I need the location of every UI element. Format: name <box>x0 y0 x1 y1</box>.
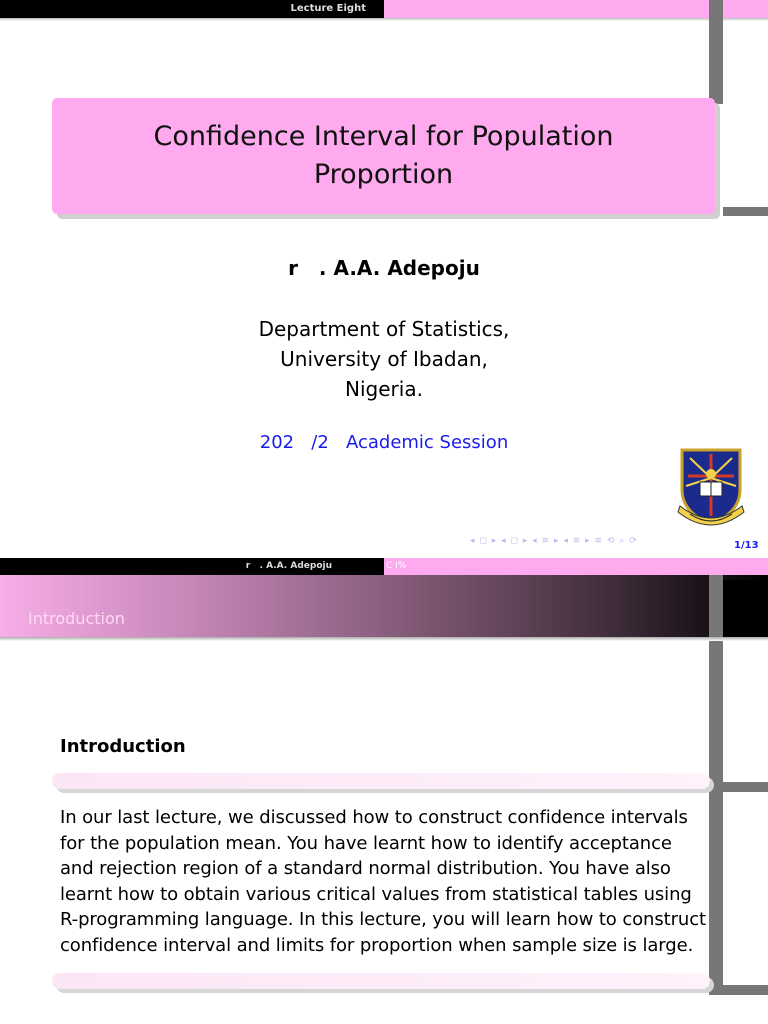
slide-edge-shadow <box>709 0 723 104</box>
author-name: r . A.A. Adepoju <box>288 256 480 280</box>
beamer-nav-symbols[interactable]: ◂ ◻ ▸ ◂ ◻ ▸ ◂ ≡ ▸ ◂ ≡ ▸ ≡ ⟲ ⌕ ⟳ <box>470 536 638 546</box>
block-rule-shadow <box>723 782 768 792</box>
institute-block <box>0 314 768 404</box>
institute-line: Department of Statistics, <box>258 317 510 341</box>
section-bar-tip <box>723 580 768 637</box>
institute-line: University of Ibadan, <box>280 347 488 371</box>
block-bottom-shadow <box>723 985 768 995</box>
section-shadow <box>0 637 768 641</box>
university-crest-icon <box>676 446 746 532</box>
section-title[interactable]: Introduction <box>28 609 125 628</box>
footer-bar-pink <box>384 558 768 575</box>
header-bar-pink-tip <box>723 0 768 18</box>
footer-author: r . A.A. Adepoju <box>245 561 332 571</box>
block-footer-rule <box>52 973 710 989</box>
page-number: 1/13 <box>734 540 759 551</box>
block-title: Introduction <box>60 736 186 757</box>
footer-short-title: C I% <box>386 561 407 571</box>
block-header-rule <box>52 773 710 789</box>
block-body-text: In our last lecture, we discussed how to construct confidence intervals for the population mean. You have learnt how to identify acceptance and rejection region of a standard normal distribution. You have also learnt how to obtain various critical values from statistical tables using R-programming language. In this lecture, you will learn how to construct confidence interval and limits for proportion when sample size is large. <box>60 807 706 956</box>
header-shadow <box>0 18 768 21</box>
header-lecture-label[interactable]: Lecture Eight <box>290 3 366 14</box>
title-block <box>52 98 715 214</box>
academic-session: 202 /2 Academic Session <box>259 432 509 453</box>
slide-title: Confidence Interval for Population Proportion <box>153 121 614 190</box>
title-shadow <box>723 207 768 216</box>
institute-line: Nigeria. <box>345 377 423 401</box>
